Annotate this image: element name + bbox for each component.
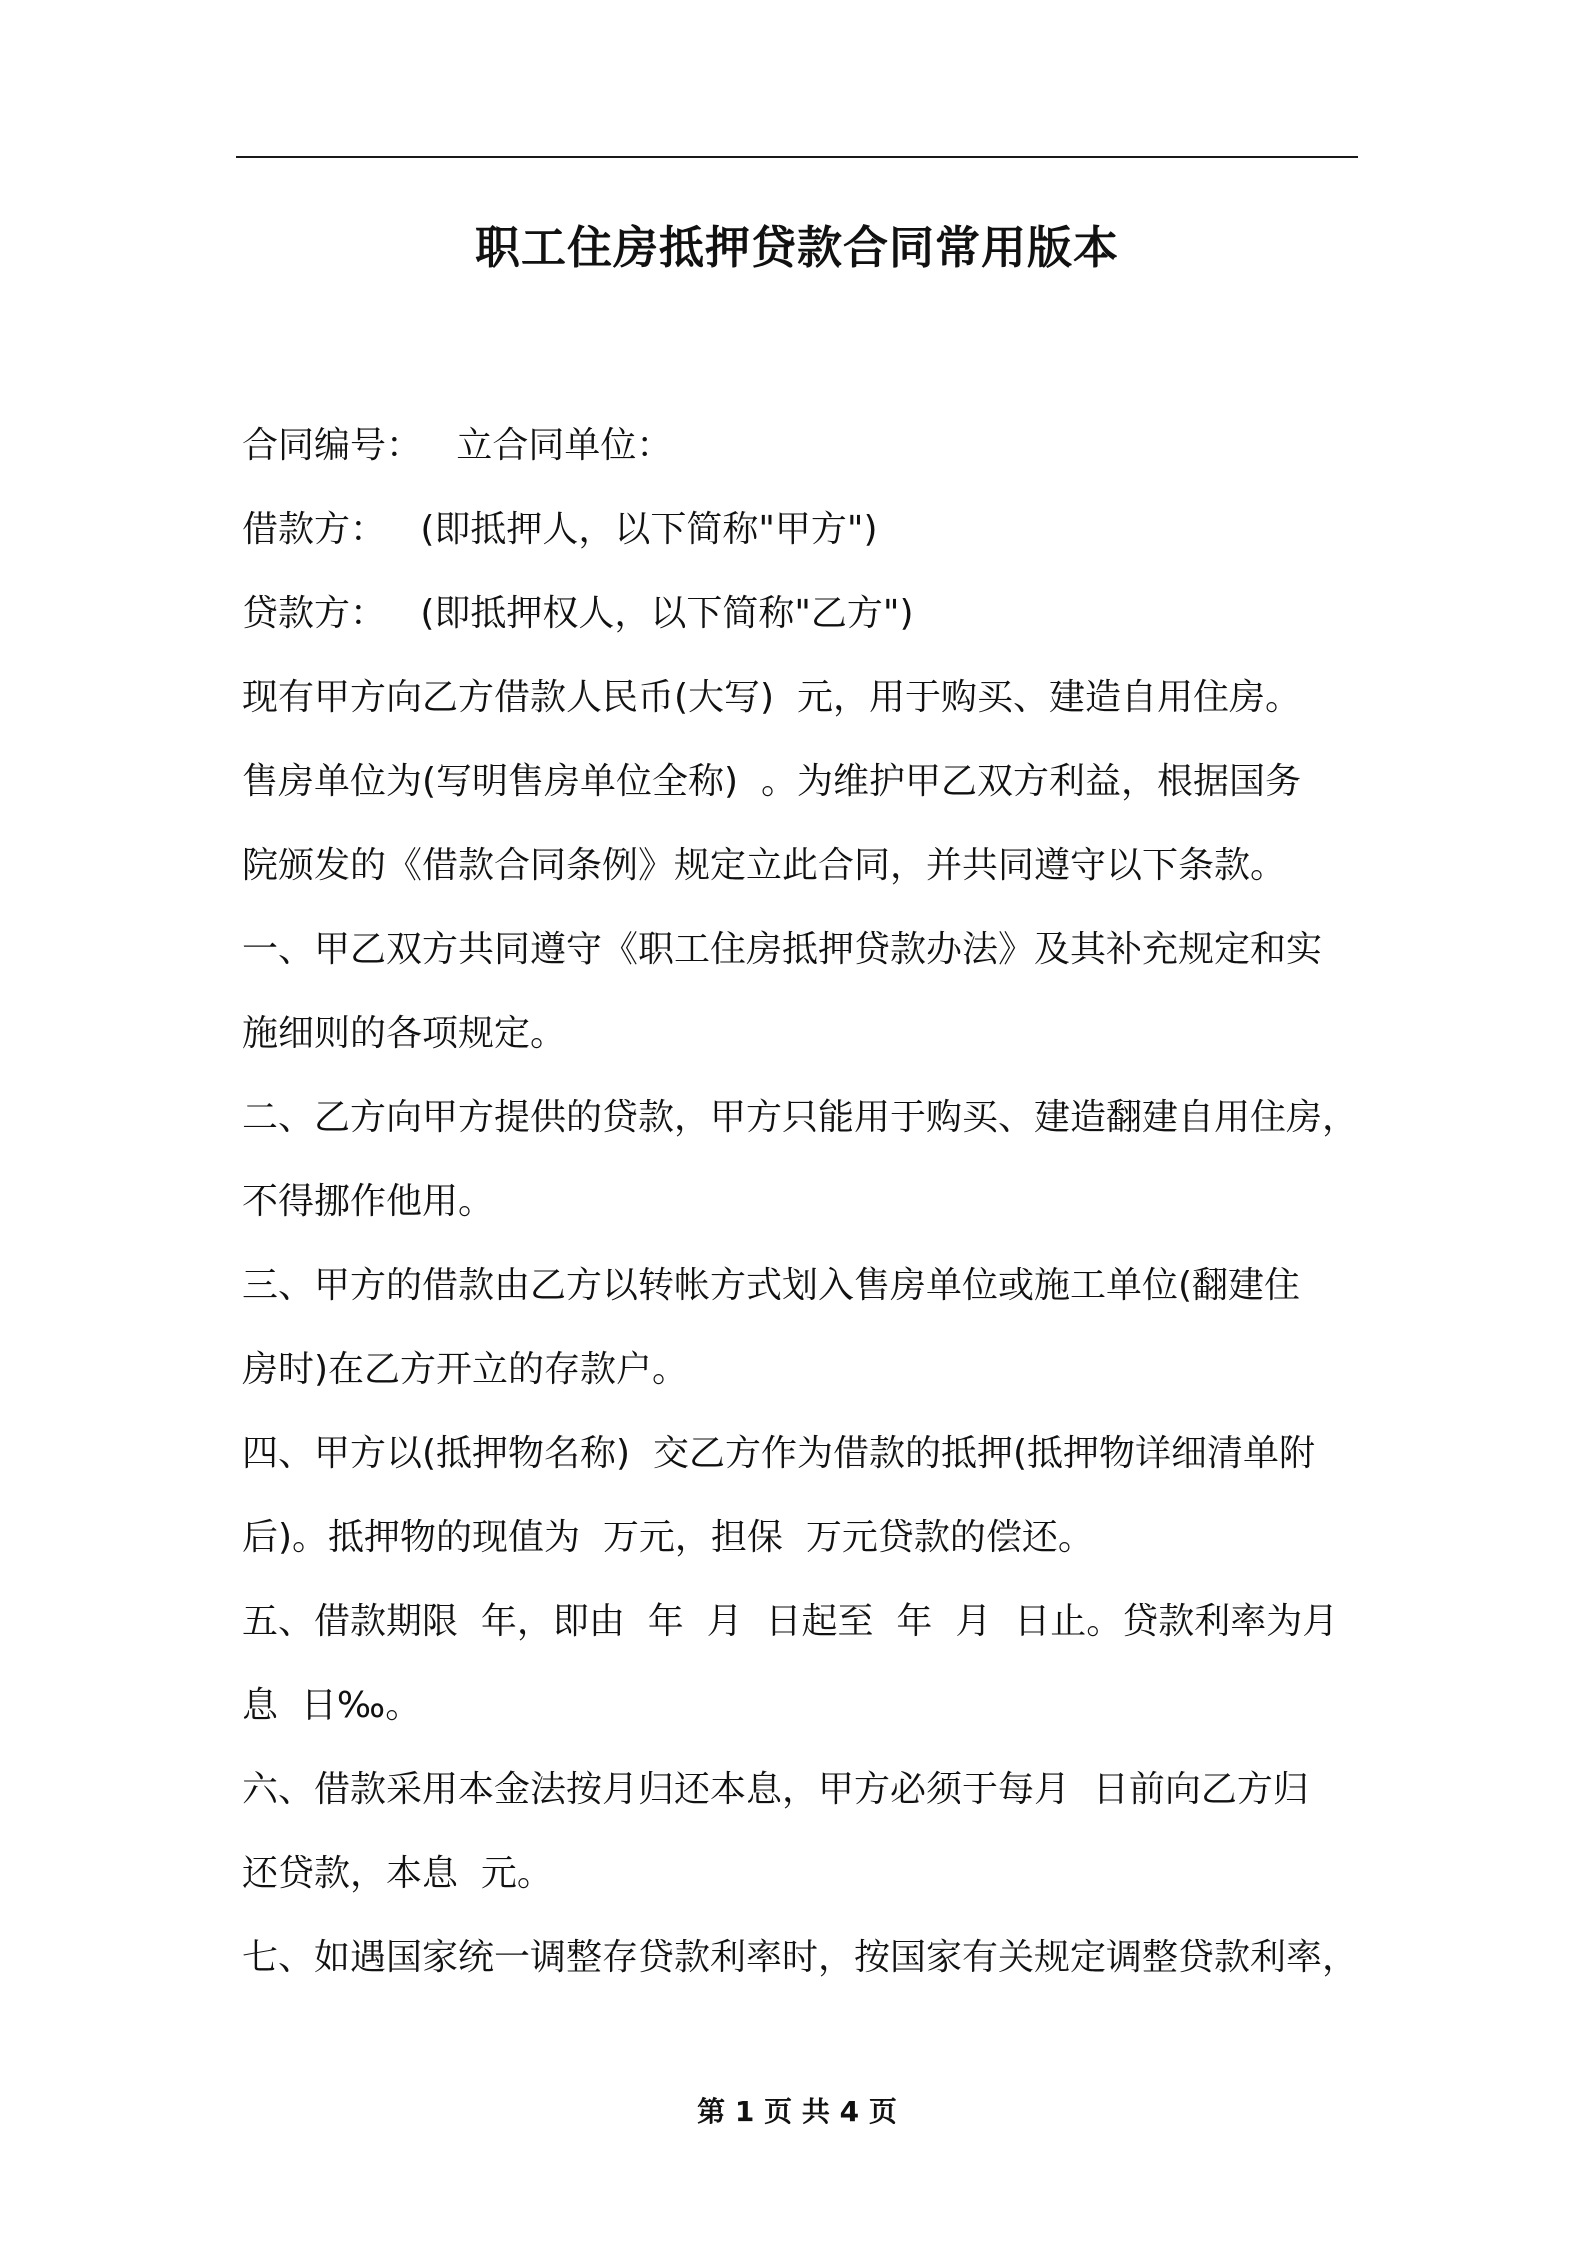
clause-4-line: 四、甲方以(抵押物名称) 交乙方作为借款的抵押(抵押物详细清单附	[242, 1433, 1316, 1474]
clause-6-line: 六、借款采用本金法按月归还本息，甲方必须于每月 日前向乙方归	[242, 1769, 1309, 1810]
contract-number-line: 合同编号： 立合同单位：	[242, 425, 673, 466]
clause-7-line: 七、如遇国家统一调整存贷款利率时，按国家有关规定调整贷款利率，	[242, 1937, 1359, 1978]
borrower-line: 借款方： (即抵押人，以下简称"甲方")	[242, 509, 878, 550]
clause-6-line: 还贷款，本息 元。	[242, 1853, 553, 1894]
clause-3-line: 三、甲方的借款由乙方以转帐方式划入售房单位或施工单位(翻建住	[242, 1265, 1301, 1306]
body-line: 现有甲方向乙方借款人民币(大写) 元，用于购买、建造自用住房。	[242, 677, 1301, 718]
clause-1-line: 一、甲乙双方共同遵守《职工住房抵押贷款办法》及其补充规定和实	[242, 929, 1323, 970]
page-number-footer: 第 1 页 共 4 页	[697, 2095, 897, 2128]
clause-2-line: 二、乙方向甲方提供的贷款，甲方只能用于购买、建造翻建自用住房，	[242, 1097, 1359, 1138]
clause-3-line: 房时)在乙方开立的存款户。	[242, 1349, 689, 1390]
body-line: 售房单位为(写明售房单位全称) 。为维护甲乙双方利益，根据国务	[242, 761, 1301, 802]
lender-line: 贷款方： (即抵押权人，以下简称"乙方")	[242, 593, 914, 634]
document-title: 职工住房抵押贷款合同常用版本	[474, 221, 1119, 274]
document-body	[242, 404, 1358, 2000]
clause-2-line: 不得挪作他用。	[242, 1181, 495, 1222]
clause-5-line: 五、借款期限 年，即由 年 月 日起至 年 月 日止。贷款利率为月	[242, 1601, 1339, 1642]
clause-1-line: 施细则的各项规定。	[242, 1013, 567, 1054]
body-line: 院颁发的《借款合同条例》规定立此合同，并共同遵守以下条款。	[242, 845, 1287, 886]
header-divider	[236, 156, 1358, 158]
clause-5-line: 息 日‰。	[242, 1685, 422, 1726]
clause-4-line: 后)。抵押物的现值为 万元，担保 万元贷款的偿还。	[242, 1517, 1094, 1558]
